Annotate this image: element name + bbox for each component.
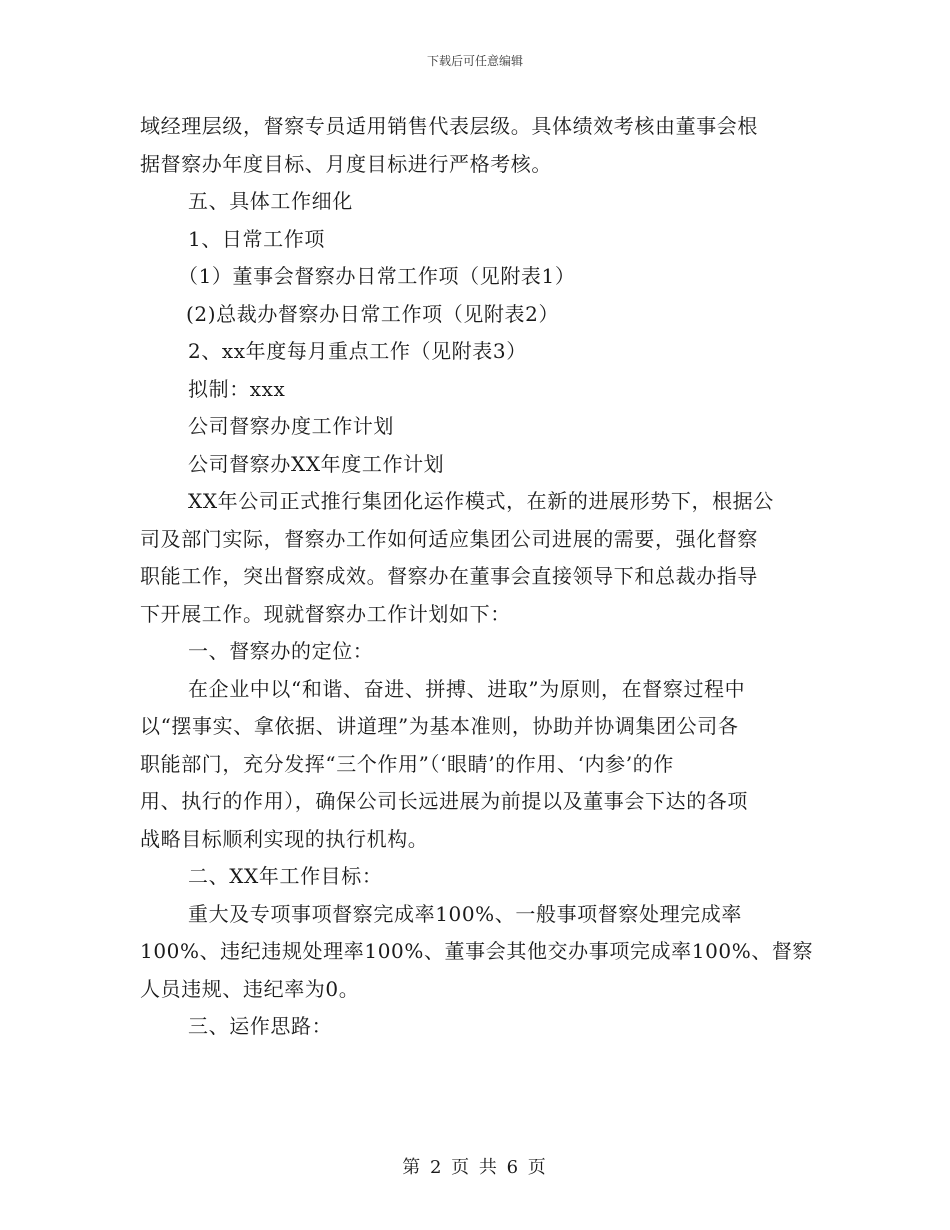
document-title: 公司督察办度工作计划 <box>188 414 394 438</box>
paragraph-line: XX年公司正式推行集团化运作模式，在新的进展形势下，根据公 <box>188 489 774 513</box>
section-heading: 三、运作思路： <box>188 1014 333 1038</box>
section-heading: 二、XX年工作目标： <box>188 864 383 888</box>
section-heading: 一、督察办的定位： <box>188 639 374 663</box>
page-header: 下载后可任意编辑 <box>426 54 523 68</box>
paragraph-line: 司及部门实际，督察办工作如何适应集团公司进展的需要，强化督察 <box>140 526 758 551</box>
subsection-heading: 2、xx年度每月重点工作（见附表3） <box>188 339 527 363</box>
paragraph-line: 人员违规、违纪率为0。 <box>140 976 360 1001</box>
document-body <box>140 108 814 1046</box>
paragraph-line: 职能部门，充分发挥“三个作用”（‘眼睛’的作用、‘内参’的作 <box>140 751 674 776</box>
paragraph-line: 100%、违纪违规处理率100%、董事会其他交办事项完成率100%、督察 <box>140 939 814 963</box>
paragraph-line: 在企业中以“和谐、奋进、拼搏、进取”为原则，在督察过程中 <box>188 676 746 701</box>
page-number: 第 2 页 共 6 页 <box>402 1157 548 1178</box>
list-item: (2)总裁办督察办日常工作项（见附表2） <box>186 301 560 326</box>
paragraph-line: 职能工作，突出督察成效。督察办在董事会直接领导下和总裁办指导 <box>140 564 758 588</box>
paragraph-line: 域经理层级，督察专员适用销售代表层级。具体绩效考核由董事会根 <box>140 114 758 138</box>
subsection-heading: 1、日常工作项 <box>188 226 325 251</box>
list-item: （1）董事会督察办日常工作项（见附表1） <box>178 264 576 288</box>
author-line: 拟制：xxx <box>188 376 286 401</box>
paragraph-line: 重大及专项事项督察完成率100%、一般事项督察处理完成率 <box>188 901 742 926</box>
paragraph-line: 下开展工作。现就督察办工作计划如下： <box>140 601 511 626</box>
paragraph-line: 战略目标顺利实现的执行机构。 <box>140 826 429 851</box>
paragraph-line: 以“摆事实、拿依据、讲道理”为基本准则，协助并协调集团公司各 <box>140 714 739 738</box>
document-title: 公司督察办XX年度工作计划 <box>188 451 445 476</box>
section-heading: 五、具体工作细化 <box>188 189 353 213</box>
paragraph-line: 用、执行的作用），确保公司长远进展为前提以及董事会下达的各项 <box>140 789 748 813</box>
paragraph-line: 据督察办年度目标、月度目标进行严格考核。 <box>140 151 552 176</box>
